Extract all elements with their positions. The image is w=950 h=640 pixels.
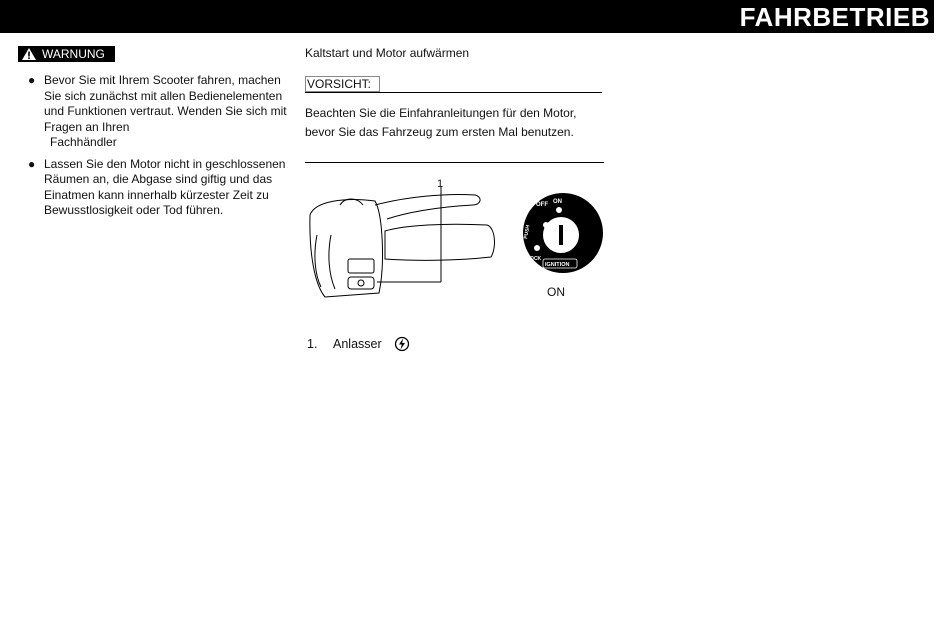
figure-caption xyxy=(307,336,410,352)
warning-list xyxy=(28,73,293,225)
caption-number: 1. xyxy=(307,337,318,351)
caution-box xyxy=(305,76,602,93)
handlebar-drawing xyxy=(310,187,495,297)
caution-label: VORSICHT: xyxy=(305,76,380,92)
ignition-switch-drawing xyxy=(523,193,603,273)
ignition-on-label: ON xyxy=(553,199,562,205)
warning-item-text: Lassen Sie den Motor nicht in geschlossenen Räumen an, die Abgase sind giftig und das Einatmen kann innerhalb kürzester Zeit zu Bewusstlosigkeit oder Tod führen. xyxy=(44,156,286,217)
figure-callout-number: 1 xyxy=(437,178,444,190)
warning-label: WARNUNG xyxy=(42,47,105,61)
header-bar xyxy=(0,0,934,33)
ignition-push-label: PUSH xyxy=(523,224,532,240)
list-item xyxy=(28,73,293,151)
section-title: Kaltstart und Motor aufwärmen xyxy=(305,46,470,60)
ignition-lock-label: LOCK xyxy=(527,256,542,262)
warning-item-text: Bevor Sie mit Ihrem Scooter fahren, machen Sie sich zunächst mit allen Bedienelementen und Funktionen vertraut. Wenden Sie sich mit Fragen an Ihren xyxy=(44,73,287,134)
ignition-ignition-label: IGNITION xyxy=(545,262,570,268)
bullet-icon: ● xyxy=(28,156,36,171)
bullet-icon: ● xyxy=(28,73,36,87)
caution-text: Beachten Sie die Einfahranleitungen für den Motor, bevor Sie das Fahrzeug zum ersten Mal benutzen. xyxy=(305,106,577,139)
starter-icon xyxy=(394,336,410,352)
caption-text: Anlasser xyxy=(333,337,382,351)
ignition-off-label: OFF xyxy=(536,202,548,208)
warning-triangle-icon xyxy=(22,48,36,60)
warning-badge xyxy=(18,46,115,62)
ignition-position-label: ON xyxy=(547,285,565,299)
list-item xyxy=(28,157,293,219)
caution-divider xyxy=(305,162,604,163)
warning-item-tail: Fachhändler xyxy=(50,135,117,149)
page-title: FAHRBETRIEB xyxy=(739,2,930,32)
